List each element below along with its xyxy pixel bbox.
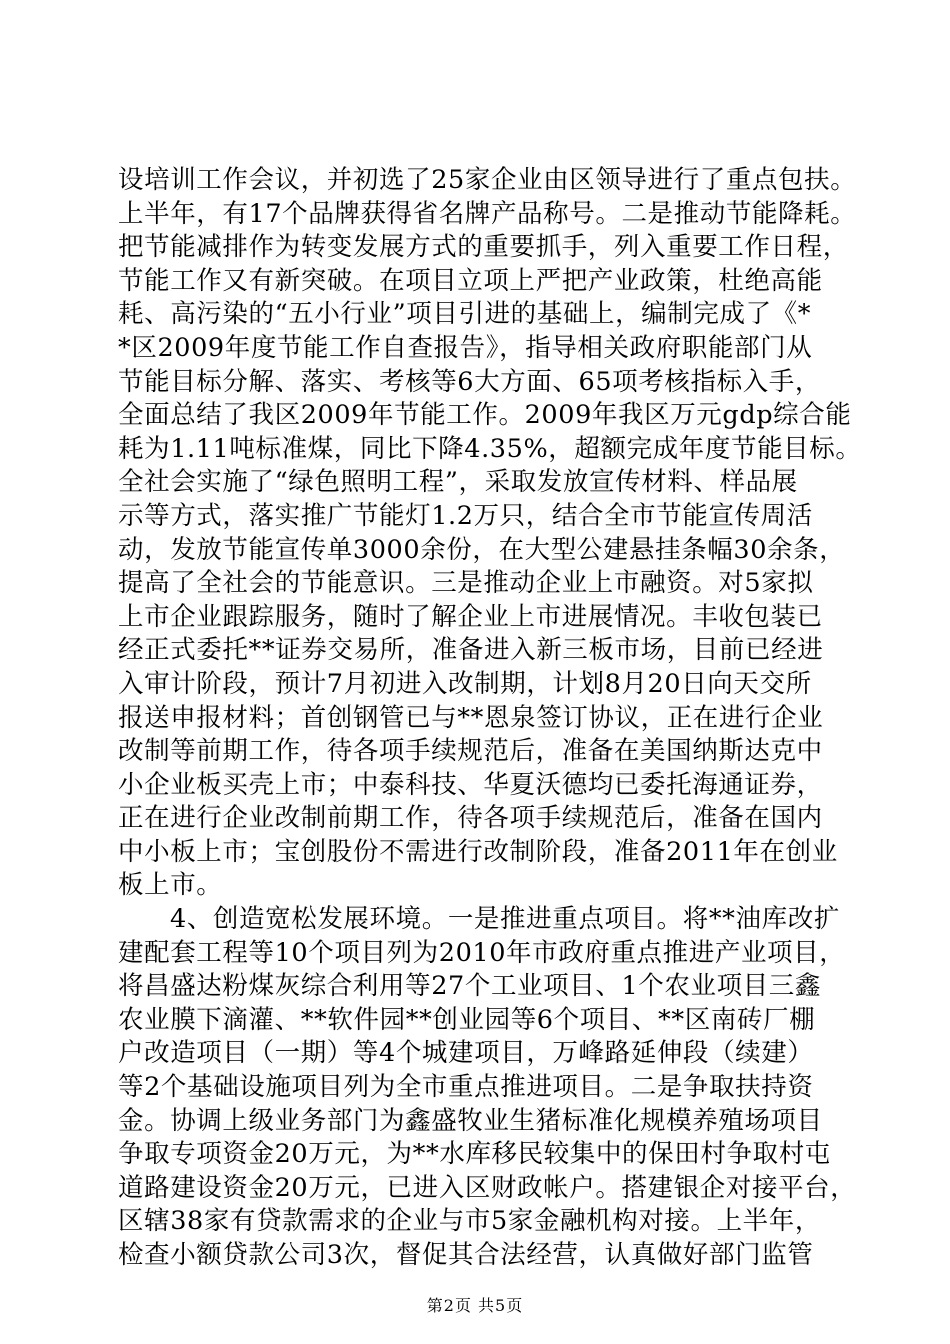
text-line: 设培训工作会议，并初选了25家企业由区领导进行了重点包扶。 — [118, 165, 857, 195]
text-line: 上市企业跟踪服务，随时了解企业上市进展情况。丰收包装已 — [118, 601, 823, 632]
text-line: 动，发放节能宣传单3000余份，在大型公建悬挂条幅30余条， — [118, 534, 846, 565]
text-line: 小企业板买壳上市；中泰科技、华夏沃德均已委托海通证券， — [118, 769, 823, 800]
text-line: 报送申报材料；首创钢管已与**恩泉签订协议，正在进行企业 — [118, 702, 824, 733]
text-line: 争取专项资金20万元，为**水库移民较集中的保田村争取村屯 — [118, 1139, 831, 1170]
text-line: 节能工作又有新突破。在项目立项上严把产业政策，杜绝高能 — [118, 265, 823, 296]
text-line: *区2009年度节能工作自查报告》，指导相关政府职能部门从 — [118, 332, 813, 363]
page-footer — [0, 1296, 950, 1316]
text-line: 入审计阶段，预计7月初进入改制期，计划8月20日向天交所 — [118, 668, 812, 699]
text-line: 道路建设资金20万元，已进入区财政帐户。搭建银企对接平台， — [118, 1172, 857, 1203]
text-line: 区辖38家有贷款需求的企业与市5家金融机构对接。上半年， — [118, 1206, 821, 1237]
text-line: 中小板上市；宝创股份不需进行改制阶段，准备2011年在创业 — [118, 836, 838, 867]
text-line: 经正式委托**证券交易所，准备进入新三板市场，目前已经进 — [118, 635, 824, 666]
body-text — [118, 164, 862, 1273]
text-line: 改制等前期工作，待各项手续规范后，准备在美国纳斯达克中 — [118, 736, 823, 767]
text-line: 提高了全社会的节能意识。三是推动企业上市融资。对5家拟 — [118, 568, 814, 599]
text-line: 金。协调上级业务部门为鑫盛牧业生猪标准化规模养殖场项目 — [118, 1105, 823, 1136]
text-line: 等2个基础设施项目列为全市重点推进项目。二是争取扶持资 — [118, 1072, 814, 1103]
text-line: 将昌盛达粉煤灰综合利用等27个工业项目、1个农业项目三鑫 — [118, 971, 821, 1002]
page-number: 第2页 共5页 — [426, 1296, 524, 1315]
text-line: 全面总结了我区2009年节能工作。2009年我区万元gdp综合能 — [118, 400, 852, 431]
text-line: 上半年，有17个品牌获得省名牌产品称号。二是推动节能降耗。 — [118, 198, 857, 229]
text-line: 农业膜下滴灌、**软件园**创业园等6个项目、**区南砖厂棚 — [118, 1004, 816, 1035]
text-line: 示等方式，落实推广节能灯1.2万只，结合全市节能宣传周活 — [118, 500, 813, 531]
text-line: 把节能减排作为转变发展方式的重要抓手，列入重要工作日程， — [118, 232, 849, 263]
text-line: 全社会实施了“绿色照明工程”，采取发放宣传材料、样品展 — [118, 467, 798, 498]
text-line: 板上市。 — [118, 870, 223, 901]
text-line: 检查小额贷款公司3次，督促其合法经营，认真做好部门监管 — [118, 1240, 814, 1270]
text-line: 户改造项目（一期）等4个城建项目，万峰路延伸段（续建） — [118, 1038, 814, 1069]
text-line: 耗、高污染的“五小行业”项目引进的基础上，编制完成了《* — [118, 299, 812, 330]
text-line: 耗为1.11吨标准煤，同比下降4.35%，超额完成年度节能目标。 — [118, 433, 862, 464]
text-line: 建配套工程等10个项目列为2010年市政府重点推进产业项目， — [118, 937, 846, 968]
text-line: 正在进行企业改制前期工作，待各项手续规范后，准备在国内 — [118, 803, 823, 834]
text-line: 节能目标分解、落实、考核等6大方面、65项考核指标入手， — [118, 366, 821, 397]
paragraph-start-line: 4、创造宽松发展环境。一是推进重点项目。将**油库改扩 — [170, 904, 840, 935]
